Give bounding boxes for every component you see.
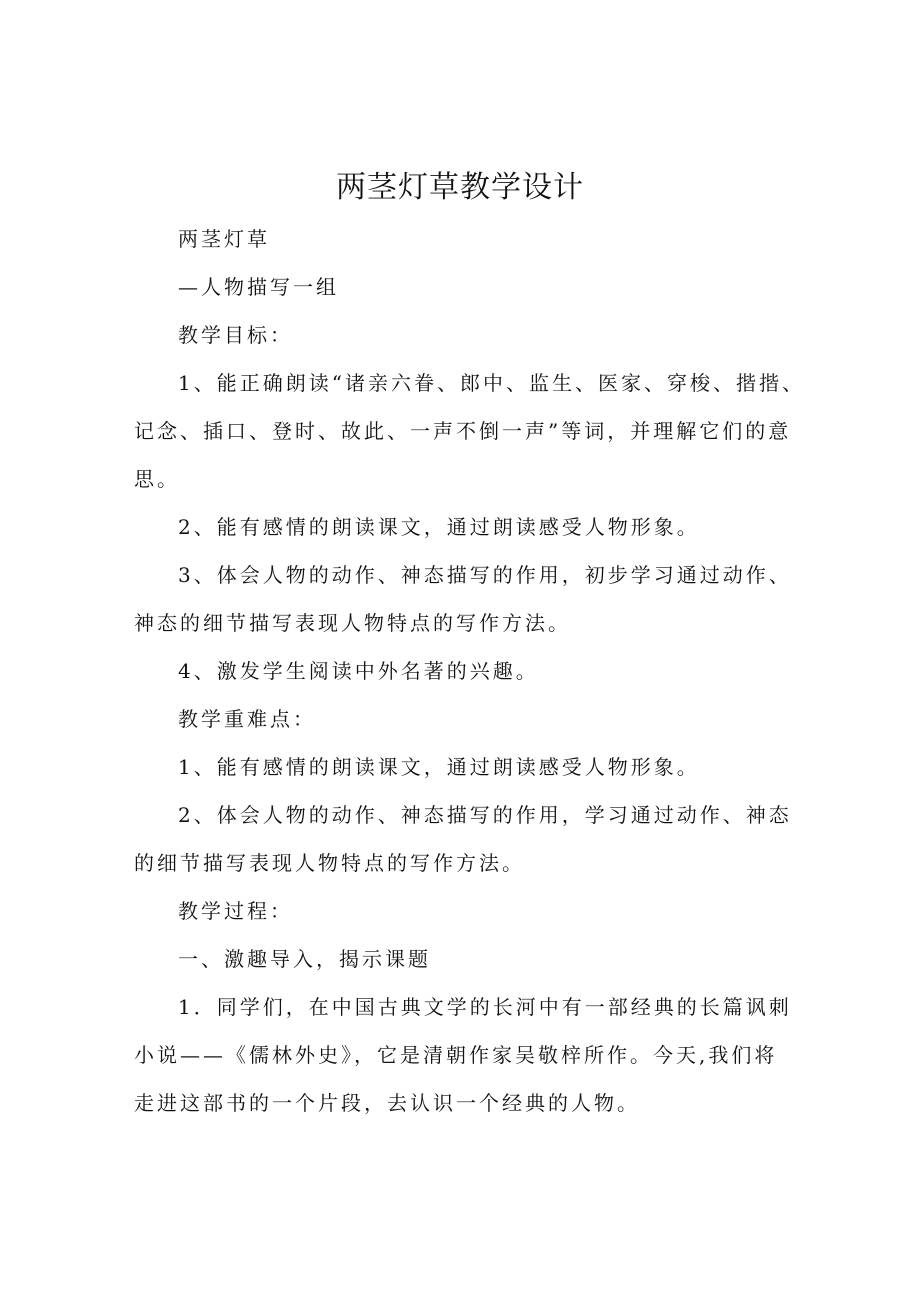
- paragraph-line: 1、能正确朗读“诸亲六眷、郎中、监生、医家、穿梭、揩揩、: [178, 371, 805, 395]
- section-heading-objectives: 教学目标：: [178, 323, 293, 347]
- paragraph-line: 思。: [134, 467, 180, 491]
- section-heading-key-points: 教学重难点：: [178, 707, 316, 731]
- paragraph-line: 1．同学们，在中国古典文学的长河中有一部经典的长篇讽刺: [178, 995, 792, 1019]
- document-title: 两茎灯草教学设计: [336, 170, 584, 205]
- paragraph-line: 2、能有感情的朗读课文，通过朗读感受人物形象。: [178, 515, 700, 539]
- paragraph-line: 的细节描写表现人物特点的写作方法。: [134, 851, 525, 875]
- paragraph-line: 3、体会人物的动作、神态描写的作用，初步学习通过动作、: [178, 563, 792, 587]
- paragraph-line: 2、体会人物的动作、神态描写的作用，学习通过动作、神态: [178, 803, 792, 827]
- paragraph-line: 走进这部书的一个片段，去认识一个经典的人物。: [134, 1091, 640, 1115]
- section-heading-process: 教学过程：: [178, 899, 293, 923]
- paragraph-line: 记念、插口、登时、故此、一声不倒一声”等词，并理解它们的意: [134, 419, 792, 443]
- section-heading-step-one: 一、激趣导入，揭示课题: [178, 947, 431, 971]
- subtitle: 两茎灯草: [178, 227, 270, 251]
- paragraph-line: 1、能有感情的朗读课文，通过朗读感受人物形象。: [178, 755, 700, 779]
- subtitle-dash: —人物描写一组: [178, 275, 339, 299]
- paragraph-line: 神态的细节描写表现人物特点的写作方法。: [134, 611, 571, 635]
- paragraph-line: 小说——《儒林外史》，它是清朝作家吴敬梓所作。今天,我们将: [134, 1043, 778, 1067]
- paragraph-line: 4、激发学生阅读中外名著的兴趣。: [178, 659, 539, 683]
